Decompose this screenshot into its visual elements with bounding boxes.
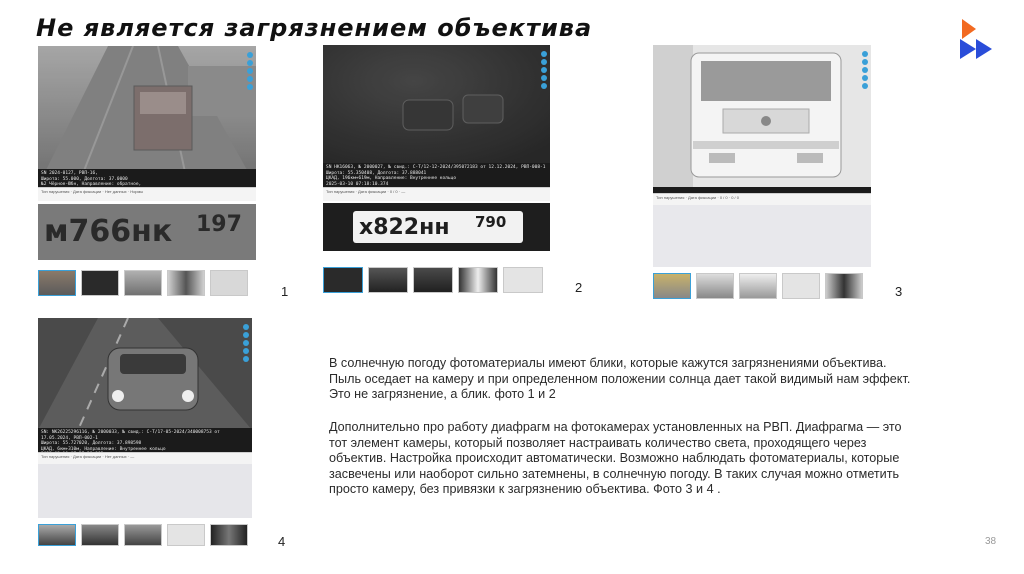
viewer-controls[interactable] [862, 51, 868, 89]
thumbnail-strip[interactable] [38, 524, 248, 546]
thumbnail[interactable] [38, 524, 76, 546]
thumbnail[interactable] [210, 270, 248, 296]
thumbnail[interactable] [413, 267, 453, 293]
viewer-controls[interactable] [243, 324, 249, 362]
plate-region: 790 [475, 213, 507, 231]
plate-crop-2 [323, 203, 550, 251]
paragraph-glare: В солнечную погоду фотоматериалы имеют блики, которые кажутся загрязнениями объектива. Пыль оседает на камеру и при определенном положении солнца дает такой видимый нам эффект. Это не загрязнение, а блик. фото 1 и 2 [329, 356, 911, 402]
brand-logo [958, 17, 1004, 63]
camera-shot-3 [653, 45, 871, 297]
thumbnail[interactable] [167, 270, 205, 296]
camera-shot-2 [323, 45, 550, 295]
plate-crop-3 [653, 205, 871, 267]
thumbnail[interactable] [81, 524, 119, 546]
thumbnail[interactable] [503, 267, 543, 293]
thumbnail-strip[interactable] [323, 267, 543, 293]
thumbnail[interactable] [81, 270, 119, 296]
camera-shot-1 [38, 46, 256, 296]
slide-title: Не является загрязнением объектива [36, 14, 593, 42]
figure-number: 3 [895, 284, 903, 299]
thumbnail[interactable] [739, 273, 777, 299]
info-bar: SN HK16063, № 2000027, № свид.: С-Т/12-12-2024/395072183 от 12.12.2024, РВП-008-1 Широта: 55.350408, Долгота: 37.888041 ЦКАД, 196км+619м, Направление: Внутреннее кольцо 2025-03-10 07:18:10.374 [323, 163, 550, 187]
thumbnail-strip[interactable] [653, 273, 863, 299]
figure-number: 1 [281, 284, 289, 299]
road-photo-1 [38, 46, 256, 186]
figure-number: 4 [278, 534, 286, 549]
truck-photo-3 [653, 45, 871, 187]
road-photo-2 [323, 45, 550, 165]
thumbnail[interactable] [368, 267, 408, 293]
thumbnail[interactable] [696, 273, 734, 299]
figure-number: 2 [575, 280, 583, 295]
info-bar: SN 2024-0127, РВП-16, Широта: 55.000, Долгота: 37.0000 №2 Чёрное-Юбн, Направление: обратное, [38, 169, 256, 187]
thumbnail-strip[interactable] [38, 270, 248, 296]
paragraph-aperture: Дополнительно про работу диафрагм на фотокамерах установленных на РВП. Диафрагма — это тот элемент камеры, который позволяет настраивать количество света, проходящего через объектив. Настройка происходит автоматически. Возможно наблюдать фотоматериалы, которые засвечены или наоборот сильно затемнены, в солнечную погоду. В таких случая можно отметить просто камеру, без привязки к загрязнению объектива. Фото 3 и 4 . [329, 420, 902, 497]
info-table: Тип нарушения · Дата фиксации · 0 / 0 · 0 / 0 [653, 193, 871, 205]
thumbnail[interactable] [124, 270, 162, 296]
thumbnail[interactable] [825, 273, 863, 299]
plate-number: х822нн [359, 215, 450, 240]
plate-crop-4 [38, 464, 252, 518]
thumbnail[interactable] [458, 267, 498, 293]
thumbnail[interactable] [653, 273, 691, 299]
camera-shot-4 [38, 318, 252, 550]
info-table: Тип нарушения · Дата фиксации · 0 / 0 · — [323, 187, 550, 201]
page-number: 38 [985, 536, 997, 547]
plate-number: м766нк [44, 214, 173, 249]
car-photo-4 [38, 318, 252, 430]
thumbnail[interactable] [323, 267, 363, 293]
thumbnail[interactable] [124, 524, 162, 546]
plate-crop-1 [38, 204, 256, 260]
thumbnail[interactable] [210, 524, 248, 546]
plate-region: 197 [196, 212, 242, 237]
viewer-controls[interactable] [247, 52, 253, 90]
info-bar: SN: NK26225296116, № 2000033, № свид.: С-Т/17-05-2024/340008753 от 17.05.2024, РВП-002-1 Широта: 55.727020, Долгота: 37.898598 ЦКАД, 6км+310м, Направление: Внутреннее кольцо [38, 428, 252, 452]
info-table: Тип нарушения · Дата фиксации · Нет данных · — [38, 452, 252, 464]
viewer-controls[interactable] [541, 51, 547, 89]
info-table: Тип нарушения · Дата фиксации · Нет данных · Нормы [38, 187, 256, 201]
thumbnail[interactable] [38, 270, 76, 296]
thumbnail[interactable] [167, 524, 205, 546]
thumbnail[interactable] [782, 273, 820, 299]
